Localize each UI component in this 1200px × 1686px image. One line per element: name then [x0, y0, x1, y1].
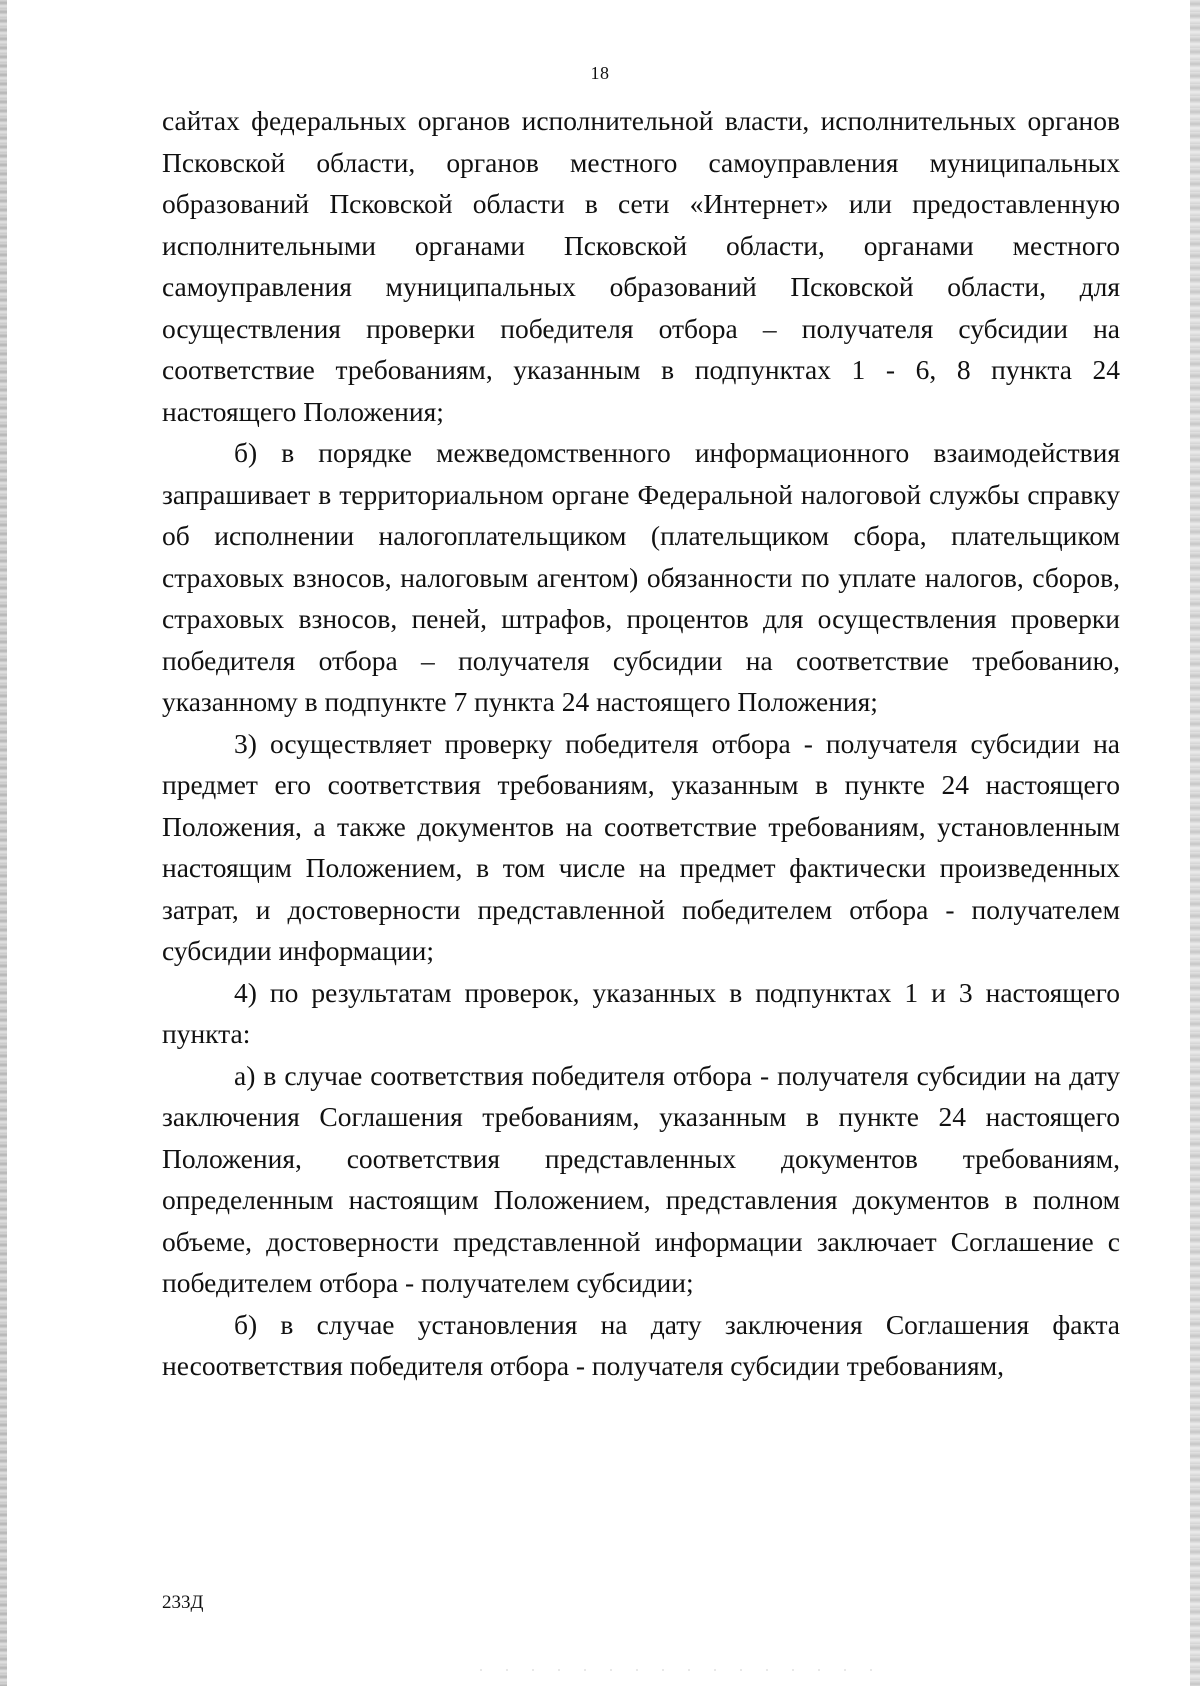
document-body: [162, 100, 1120, 1387]
scan-edge-right: [1190, 0, 1200, 1686]
scan-artifact-dots: [480, 1669, 880, 1671]
scan-edge-left: [0, 0, 7, 1686]
page-number: 18: [590, 63, 610, 83]
paragraph-subitem-a-agreement: а) в случае соответствия победителя отбора - получателя субсидии на дату заключения Соглашения требованиям, указанным в пункте 24 настоящего Положения, соответствия представленных документов требованиям, определенным настоящим Положением, представления документов в полном объеме, достоверности представленной информации заключает Соглашение с победителем отбора - получателем субсидии;: [162, 1059, 1120, 1298]
paragraph-item-4: 4) по результатам проверок, указанных в подпунктах 1 и 3 настоящего пункта:: [162, 976, 1120, 1049]
paragraph-continuation: сайтах федеральных органов исполнительной власти, исполнительных органов Псковской области, органов местного самоуправления муниципальных образований Псковской области в сети «Интернет» или предоставленную исполнительными органами Псковской области, органами местного самоуправления муниципальных образований Псковской области, для осуществления проверки победителя отбора – получателя субсидии на соответствие требованиям, указанным в подпунктах 1 - 6, 8 пункта 24 настоящего Положения;: [162, 105, 1120, 427]
paragraph-item-3: 3) осуществляет проверку победителя отбора - получателя субсидии на предмет его соответствия требованиям, указанным в пункте 24 настоящего Положения, а также документов на соответствие требованиям, установленным настоящим Положением, в том числе на предмет фактически произведенных затрат, и достоверности представленной победителем отбора - получателем субсидии информации;: [162, 727, 1120, 966]
paragraph-subitem-b-fns-request: б) в порядке межведомственного информационного взаимодействия запрашивает в территориальном органе Федеральной налоговой службы справку об исполнении налогоплательщиком (плательщиком сбора, плательщиком страховых взносов, налоговым агентом) обязанности по уплате налогов, сборов, страховых взносов, пеней, штрафов, процентов для осуществления проверки победителя отбора – получателя субсидии на соответствие требованию, указанному в подпункте 7 пункта 24 настоящего Положения;: [162, 437, 1120, 717]
paragraph-subitem-b-nonconformity: б) в случае установления на дату заключения Соглашения факта несоответствия победителя отбора - получателя субсидии требованиям,: [162, 1308, 1120, 1381]
footer-document-code: 233Д: [162, 1592, 204, 1613]
